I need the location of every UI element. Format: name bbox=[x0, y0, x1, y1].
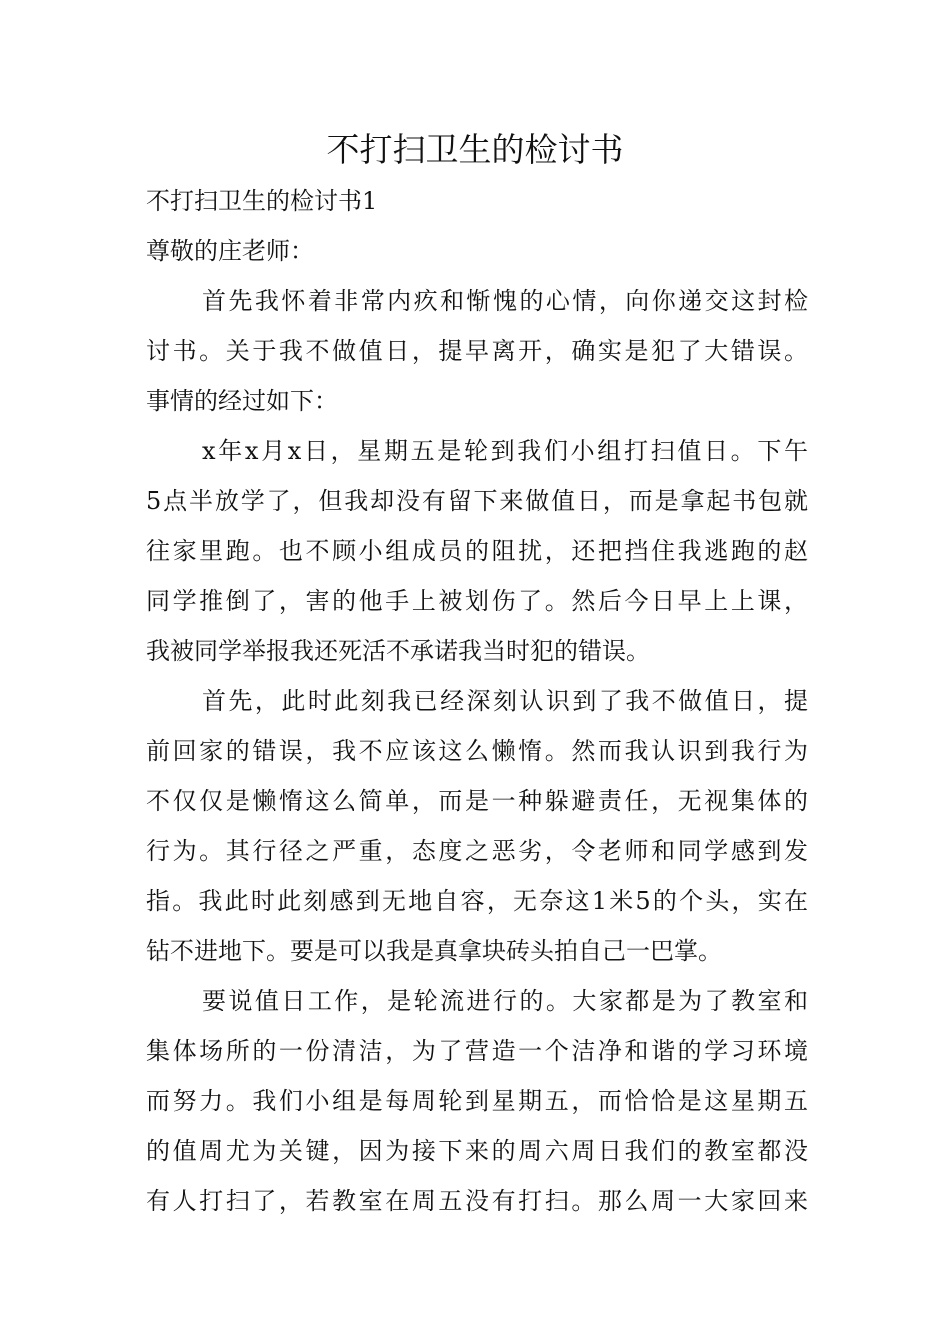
body-line: 往家里跑。也不顾小组成员的阻扰，还把挡住我逃跑的赵 bbox=[146, 537, 808, 565]
document-title: 不打扫卫生的检讨书 bbox=[326, 130, 624, 169]
body-line: 行为。其行径之严重，态度之恶劣，令老师和同学感到发 bbox=[146, 837, 808, 865]
body-line: 首先，此时此刻我已经深刻认识到了我不做值日，提 bbox=[202, 687, 808, 715]
body-line: 同学推倒了，害的他手上被划伤了。然后今日早上上课， bbox=[146, 587, 808, 615]
body-line: 事情的经过如下： bbox=[146, 387, 338, 415]
body-line: 首先我怀着非常内疚和惭愧的心情，向你递交这封检 bbox=[202, 287, 808, 315]
document-body bbox=[146, 176, 808, 1226]
body-line: 不仅仅是懒惰这么简单，而是一种躲避责任，无视集体的 bbox=[146, 787, 808, 815]
body-line: 要说值日工作，是轮流进行的。大家都是为了教室和 bbox=[202, 987, 808, 1015]
body-line: 5点半放学了，但我却没有留下来做值日，而是拿起书包就 bbox=[146, 487, 808, 515]
body-lines bbox=[146, 276, 808, 1226]
body-line: 而努力。我们小组是每周轮到星期五，而恰恰是这星期五 bbox=[146, 1087, 808, 1115]
body-line: 集体场所的一份清洁，为了营造一个洁净和谐的学习环境 bbox=[146, 1037, 808, 1065]
body-line: 有人打扫了，若教室在周五没有打扫。那么周一大家回来 bbox=[146, 1187, 808, 1215]
body-line: 讨书。关于我不做值日，提早离开，确实是犯了大错误。 bbox=[146, 337, 808, 365]
body-line: 钻不进地下。要是可以我是真拿块砖头拍自己一巴掌。 bbox=[146, 937, 722, 965]
body-line: 指。我此时此刻感到无地自容，无奈这1米5的个头，实在 bbox=[146, 887, 808, 915]
body-line: 前回家的错误，我不应该这么懒惰。然而我认识到我行为 bbox=[146, 737, 808, 765]
body-line: 的值周尤为关键，因为接下来的周六周日我们的教室都没 bbox=[146, 1137, 808, 1165]
salutation: 尊敬的庄老师： bbox=[146, 237, 314, 265]
document-subtitle: 不打扫卫生的检讨书1 bbox=[146, 187, 378, 215]
body-line: x年x月x日，星期五是轮到我们小组打扫值日。下午 bbox=[202, 437, 808, 465]
body-line: 我被同学举报我还死活不承诺我当时犯的错误。 bbox=[146, 637, 650, 665]
